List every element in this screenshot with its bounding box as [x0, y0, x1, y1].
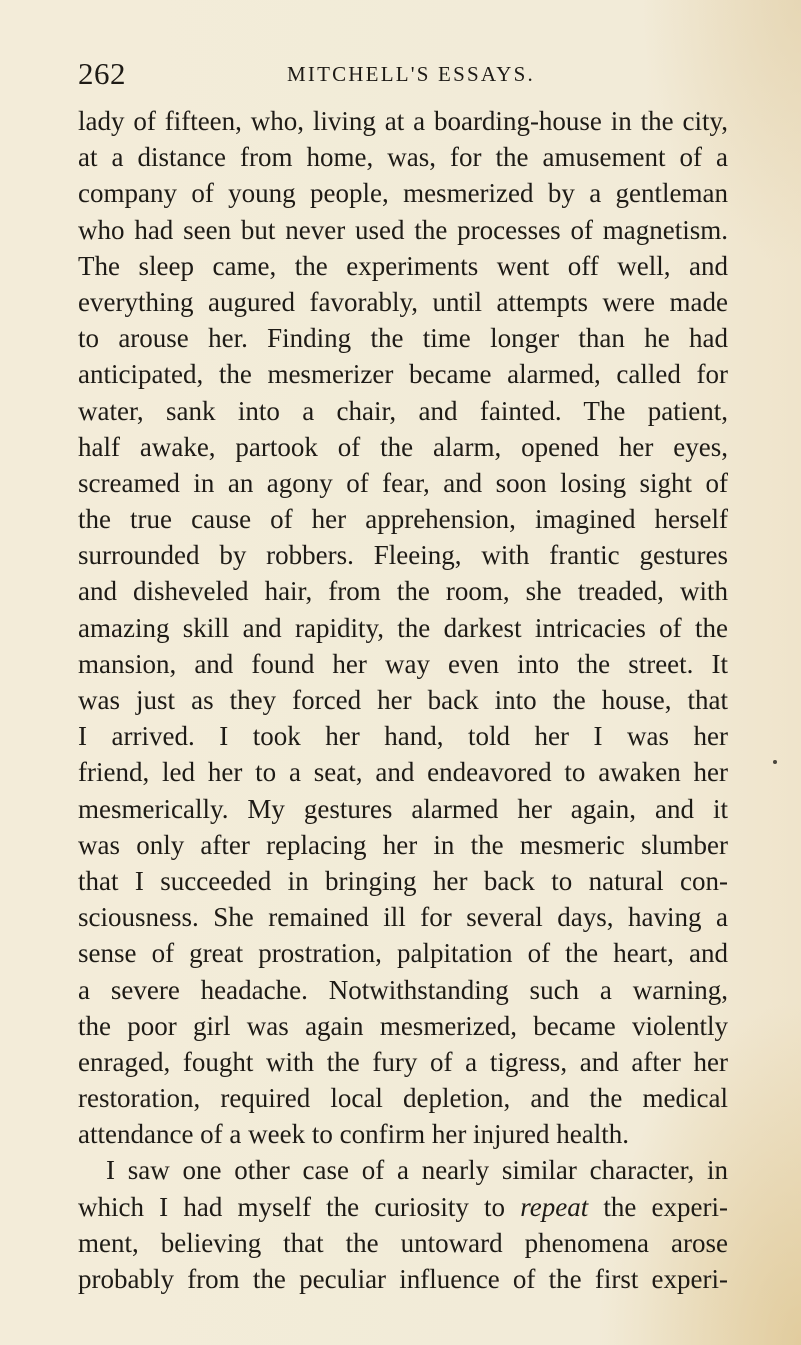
text-line: who had seen but never used the processes of magnetism.: [78, 214, 728, 245]
text-line: surrounded by robbers. Fleeing, with frantic gestures: [78, 540, 728, 571]
text-line: enraged, fought with the fury of a tigress, and after her: [78, 1046, 728, 1077]
text-line: half awake, partook of the alarm, opened her eyes,: [78, 431, 728, 462]
text-line: sense of great prostration, palpitation of the heart, and: [78, 938, 728, 969]
paragraph-2: [78, 1152, 728, 1297]
text-line: mansion, and found her way even into the street. It: [78, 648, 728, 679]
text-fragment: which I had myself the curiosity to: [78, 1191, 521, 1222]
text-line: The sleep came, the experiments went off well, and: [78, 250, 728, 281]
emphasized-word: repeat: [520, 1191, 589, 1222]
body-text: [78, 103, 728, 1297]
text-line: water, sank into a chair, and fainted. The patient,: [78, 395, 728, 426]
paragraph-1: [78, 103, 728, 1152]
text-line: friend, led her to a seat, and endeavored to awaken her: [78, 757, 728, 788]
ink-speck: [773, 760, 777, 764]
text-line: and disheveled hair, from the room, she treaded, with: [78, 576, 728, 607]
text-line: attendance of a week to confirm her injured health.: [78, 1119, 630, 1150]
text-line: screamed in an agony of fear, and soon losing sight of: [78, 467, 728, 498]
text-line: that I succeeded in bringing her back to natural con-: [78, 865, 728, 896]
text-line: I saw one other case of a nearly similar character, in: [106, 1155, 728, 1186]
text-line: at a distance from home, was, for the amusement of a: [78, 142, 728, 173]
text-line: ment, believing that the untoward phenomena arose: [78, 1227, 728, 1258]
text-line: anticipated, the mesmerizer became alarmed, called for: [78, 359, 728, 390]
running-head: MITCHELL'S ESSAYS.: [287, 62, 535, 86]
text-line: restoration, required local depletion, and the medical: [78, 1083, 728, 1114]
text-line: lady of fifteen, who, living at a boarding-house in the city,: [78, 106, 728, 136]
text-line: sciousness. She remained ill for several days, having a: [78, 902, 728, 933]
text-line-with-emphasis: [78, 1189, 728, 1225]
text-line: I arrived. I took her hand, told her I was her: [78, 721, 728, 752]
text-fragment: the experi-: [588, 1191, 729, 1222]
text-line: the poor girl was again mesmerized, became violently: [78, 1010, 728, 1041]
text-line: was just as they forced her back into the house, that: [78, 685, 728, 715]
page-number: 262: [78, 56, 126, 91]
text-line: amazing skill and rapidity, the darkest intricacies of the: [78, 612, 728, 643]
text-line: to arouse her. Finding the time longer than he had: [78, 323, 728, 354]
text-line: everything augured favorably, until attempts were made: [78, 286, 728, 317]
text-line: was only after replacing her in the mesmeric slumber: [78, 829, 728, 860]
text-line: probably from the peculiar influence of the first experi-: [78, 1264, 728, 1294]
page-header: [78, 54, 728, 94]
text-line: mesmerically. My gestures alarmed her again, and it: [78, 793, 728, 824]
text-line: a severe headache. Notwithstanding such a warning,: [78, 974, 728, 1005]
text-line: company of young people, mesmerized by a gentleman: [78, 178, 728, 209]
text-line: the true cause of her apprehension, imagined herself: [78, 504, 728, 535]
